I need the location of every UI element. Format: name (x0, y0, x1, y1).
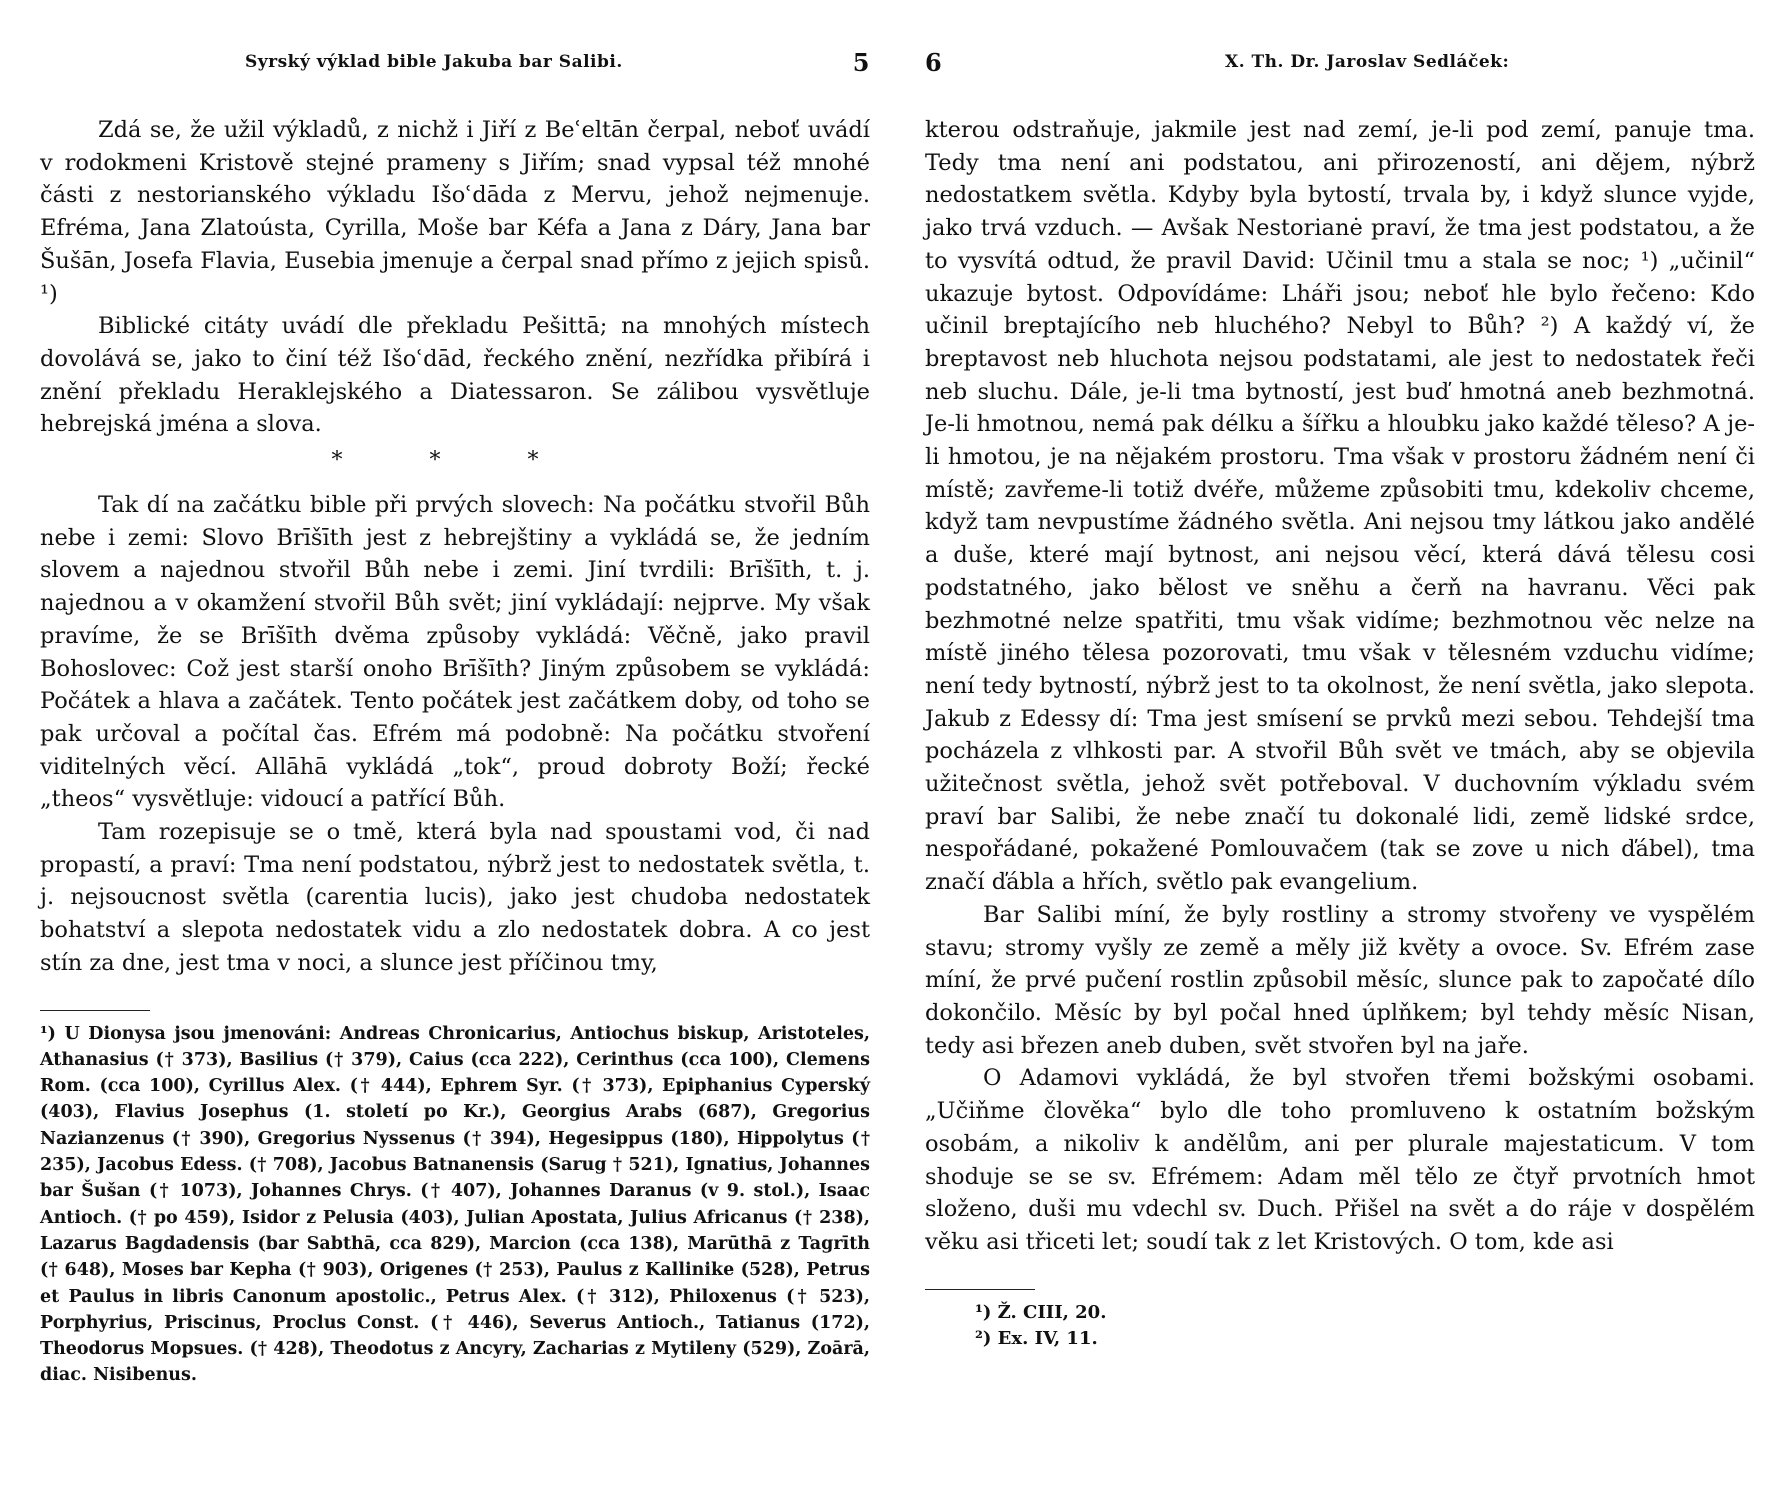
page-number: 6 (925, 48, 943, 77)
footnote: ²) Ex. IV, 11. (975, 1327, 1098, 1349)
right-page (925, 0, 1755, 1352)
right-page-body (925, 114, 1755, 1259)
running-title: Syrský výklad bible Jakuba bar Salibi. (245, 52, 623, 72)
footnote: ¹) U Dionysa jsou jmenováni: Andreas Chronicarius, Antiochus biskup, Aristoteles, Athanasius († 373), Basilius († 379), Caius (cca 222), Cerinthus (cca 100), Clemens Rom. (cca 100), Cyrillus Alex. († 444), Ephrem Syr. († 373), Epiphanius Cyperský (403), Flavius Josephus (1. století po Kr.), Georgius Arabs (687), Gregorius Nazianzenus († 390), Gregorius Nyssenus († 394), Hegesippus (180), Hippolytus († 235), Jacobus Edess. († 708), Jacobus Batnanensis (Sarug † 521), Ignatius, Johannes bar Šušan († 1073), Johannes Chrys. († 407), Johannes Daranus (v 9. stol.), Isaac Antioch. († po 459), Isidor z Pelusia (403), Julian Apostata, Julius Africanus († 238), Lazarus Bagdadensis (bar Sabthā, cca 829), Marcion (cca 138), Marūthā z Tagrīth († 648), Moses bar Kepha († 903), Origenes († 253), Paulus z Kallinike (528), Petrus et Paulus in libris Canonum apostolic., Petrus Alex. († 312), Philoxenus († 523), Porphyrius, Priscinus, Proclus Const. († 446), Severus Antioch., Tatianus (172), Theodorus Mopsues. († 428), Theodotus z Ancyry, Zacharias z Mytileny (529), Zoārā, diac. Nisibenus. (40, 1023, 870, 1386)
paragraph: Tam rozepisuje se o tmě, která byla nad spoustami vod, či nad propastí, a praví: Tma není podstatou, nýbrž jest to nedostatek světla, t. j. nejsoucnost světla (carentia lucis), jako jest chudoba nedostatek bohatství a slepota nedostatek vidu a zlo nedostatek dobra. A co jest stín za dne, jest tma v noci, a slunce jest příčinou tmy, (40, 819, 870, 976)
left-page (40, 0, 870, 1389)
paragraph: Biblické citáty uvádí dle překladu Pešittā; na mnohých místech dovolává se, jako to činí též Išoʿdād, řeckého znění, nezřídka přibírá i znění překladu Heraklejského a Diatessaron. Se zálibou vysvětluje hebrejská jména a slova. (40, 313, 870, 438)
paragraph: O Adamovi vykládá, že byl stvořen třemi božskými osobami. „Učiňme člověka“ bylo dle toho promluveno k ostatním božským osobám, a nikoliv k andělům, ani per plurale majestaticum. V tom shoduje se se sv. Efrémem: Adam měl tělo ze čtyř prvotních hmot složeno, duši mu vdechl sv. Duch. Přišel na svět a do ráje v dospělém věku asi třiceti let; soudí tak z let Kristových. O tom, kde asi (925, 1065, 1755, 1255)
footnote-separator (925, 1289, 1035, 1290)
page-number: 5 (852, 48, 870, 77)
paragraph: Zdá se, že užil výkladů, z nichž i Jiří z Beʿeltān čerpal, neboť uvádí v rodokmeni Kristově stejné prameny s Jiřím; snad vypsal též mnohé části z nestorianského výkladu Išoʿdāda z Mervu, jehož nejmenuje. Efréma, Jana Zlatoústa, Cyrilla, Moše bar Kéfa a Jana z Dáry, Jana bar Šušān, Josefa Flavia, Eusebia jmenuje a čerpal snad přímo z jejich spisů. ¹) (40, 117, 870, 307)
footnote-separator (40, 1010, 150, 1011)
footnote: ¹) Ž. CIII, 20. (975, 1301, 1107, 1323)
paragraph: kterou odstraňuje, jakmile jest nad zemí, je-li pod zemí, panuje tma. Tedy tma není ani podstatou, ani přirozeností, ani dějem, nýbrž nedostatkem světla. Kdyby byla bytostí, trvala by, i když slunce vyjde, jako trvá vzduch. — Avšak Nestorianė praví, že tma jest podstatou, a že to vysvítá odtud, že pravil David: Učinil tmu a stala se noc; ¹) „učinil“ ukazuje bytost. Odpovídáme: Lháři jsou; neboť hle bylo řečeno: Kdo učinil breptajícího neb hluchého? Nebyl to Bůh? ²) A každý ví, že breptavost neb hluchota nejsou podstatami, ale jest to nedostatek řeči neb sluchu. Dále, je-li tma bytností, jest buď hmotná aneb bezhmotná. Je-li hmotnou, nemá pak délku a šířku a hloubku jako každé těleso? A je-li hmotou, je na nějakém prostoru. Tma však v prostoru žádném není či místě; zavřeme-li totiž dvéře, můžeme způsobiti tmu, kdekoliv chceme, když tam nevpustíme žádného světla. Ani nejsou tmy látkou jako andělé a duše, které mají bytnost, ani nejsou věcí, která dává tělesu cosi podstatného, jako bělost ve sněhu a čerň na havranu. Věci pak bezhmotné nelze spatřiti, tmu však vidíme; bezhmotnou věc nelze na místě jiného tělesa pozorovati, tmu však v tělesném vzduchu vidíme; není tedy bytností, nýbrž jest to ta okolnost, že není světla, jako slepota. Jakub z Edessy dí: Tma jest smísení se prvků mezi sebou. Tehdejší tma pocházela z vlhkosti par. A stvořil Bůh svět ve tmách, aby se objevila užitečnost světla, jehož svět potřeboval. V duchovním výkladu svém praví bar Salibi, že nebe značí tu dokonalé lidi, země lidské srdce, nespořádané, pokažené Pomlouvačem (tak se zove u nich ďábel), tma značí ďábla a hřích, světlo pak evangelium. (925, 117, 1755, 896)
paragraph: Tak dí na začátku bible při prvých slovech: Na počátku stvořil Bůh nebe i zemi: Slovo Brīšīth jest z hebrejštiny a vykládá se, že jedním slovem a najednou stvořil Bůh nebe i zemi. Jiní tvrdili: Brīšīth, t. j. najednou a v okamžení stvořil Bůh svět; jiní vykládají: nejprve. My však pravíme, že se Brīšīth dvěma způsoby vykládá: Věčně, jako pravil Bohoslovec: Což jest starší onoho Brīšīth? Jiným způsobem se vykládá: Počátek a hlava a začátek. Tento počátek jest začátkem doby, od toho se pak určoval a počítal čas. Efrém má podobně: Na počátku stvoření viditelných věcí. Allāhā vykládá „tok“, proud dobroty Boží; řecké „theos“ vysvětluje: vidoucí a patřící Bůh. (40, 492, 870, 813)
stars-text: * * * (331, 448, 579, 474)
paragraph: Bar Salibi míní, že byly rostliny a stromy stvořeny ve vyspělém stavu; stromy vyšly ze země a měly již květy a ovoce. Sv. Efrém zase míní, že prvé pučení rostlin způsobil měsíc, slunce pak to započaté dílo dokončilo. Měsíc by byl počal hned úplňkem; byl tehdy měsíc Nisan, tedy asi březen aneb duben, svět stvořen byl na jaře. (925, 901, 1755, 1059)
section-divider-stars (40, 448, 870, 474)
left-page-header (40, 48, 870, 92)
left-page-body (40, 114, 870, 980)
running-title: X. Th. Dr. Jaroslav Sedláček: (1225, 52, 1510, 72)
right-page-header (925, 48, 1755, 92)
